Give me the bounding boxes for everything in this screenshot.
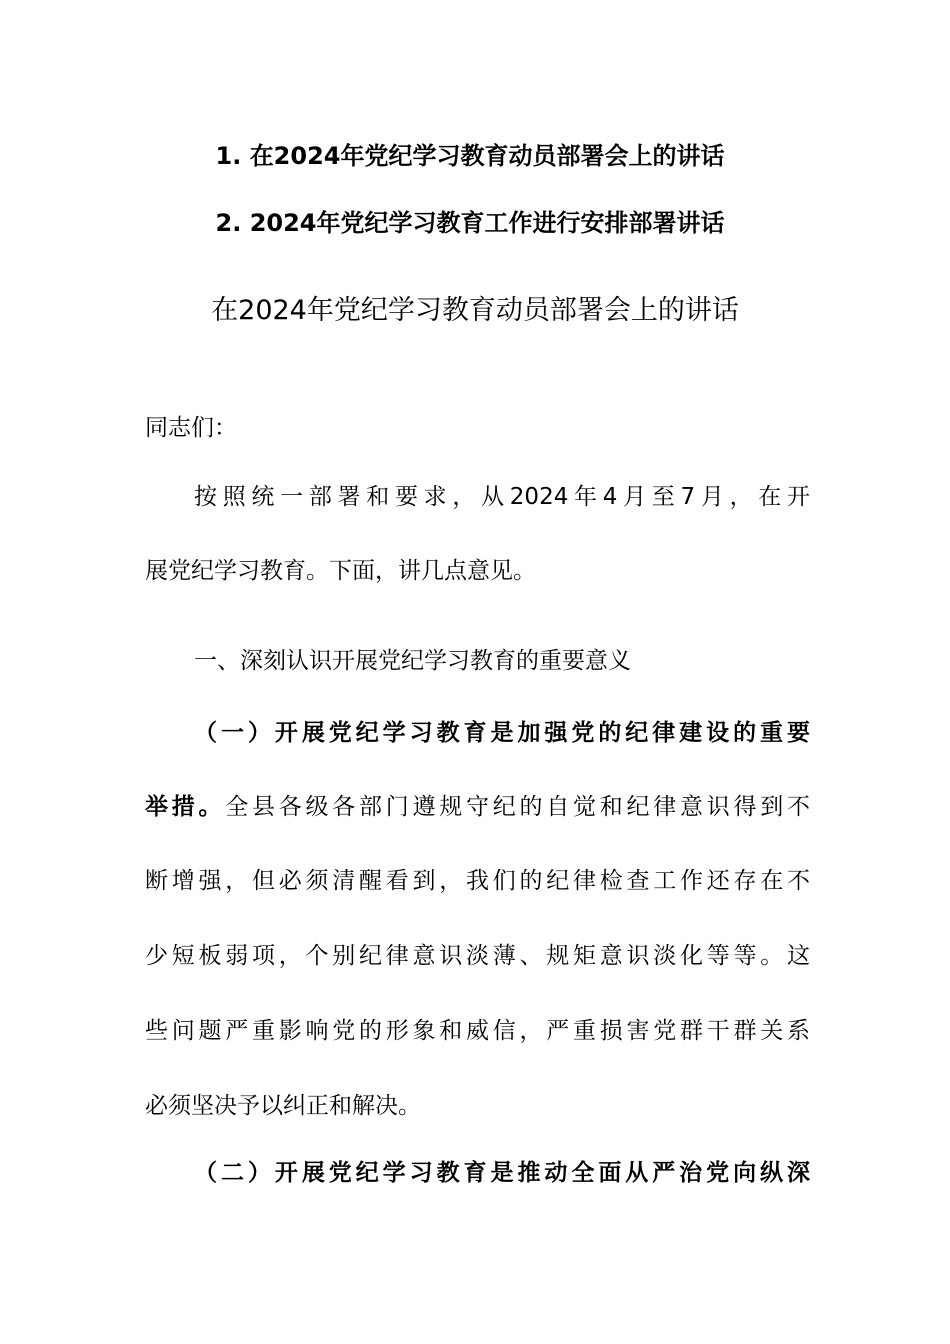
document-title: 在2024年党纪学习教育动员部署会上的讲话 bbox=[211, 295, 739, 326]
subsection-2-heading: （二）开展党纪学习教育是推动全面从严治党向纵深 bbox=[194, 1160, 810, 1186]
toc-item-2: 2. 2024年党纪学习教育工作进行安排部署讲话 bbox=[215, 209, 725, 237]
paragraph-1-line-3: 断增强，但必须清醒看到，我们的纪律检查工作还存在不 bbox=[145, 868, 810, 894]
paragraph-1-line-2 bbox=[145, 788, 810, 821]
intro-line-1: 按照统一部署和要求，从2024年4月至7月，在开 bbox=[194, 484, 810, 510]
subsection-1-heading: （一）开展党纪学习教育是加强党的纪律建设的重要 bbox=[194, 720, 810, 746]
paragraph-1-line-4: 少短板弱项，个别纪律意识淡薄、规矩意识淡化等等。这 bbox=[145, 943, 810, 969]
toc-item-1: 1. 在2024年党纪学习教育动员部署会上的讲话 bbox=[215, 142, 725, 170]
salutation: 同志们： bbox=[145, 415, 237, 441]
paragraph-1-line-5: 些问题严重影响党的形象和威信，严重损害党群干群关系 bbox=[145, 1018, 810, 1044]
paragraph-1-text: 全县各级各部门遵规守纪的自觉和纪律意识得到不 bbox=[225, 794, 810, 820]
subsection-1-heading-end: 举措。 bbox=[145, 794, 226, 820]
section-1-heading: 一、深刻认识开展党纪学习教育的重要意义 bbox=[194, 648, 631, 674]
intro-line-2: 展党纪学习教育。下面，讲几点意见。 bbox=[145, 558, 536, 584]
paragraph-1-line-6: 必须坚决予以纠正和解决。 bbox=[145, 1093, 421, 1119]
